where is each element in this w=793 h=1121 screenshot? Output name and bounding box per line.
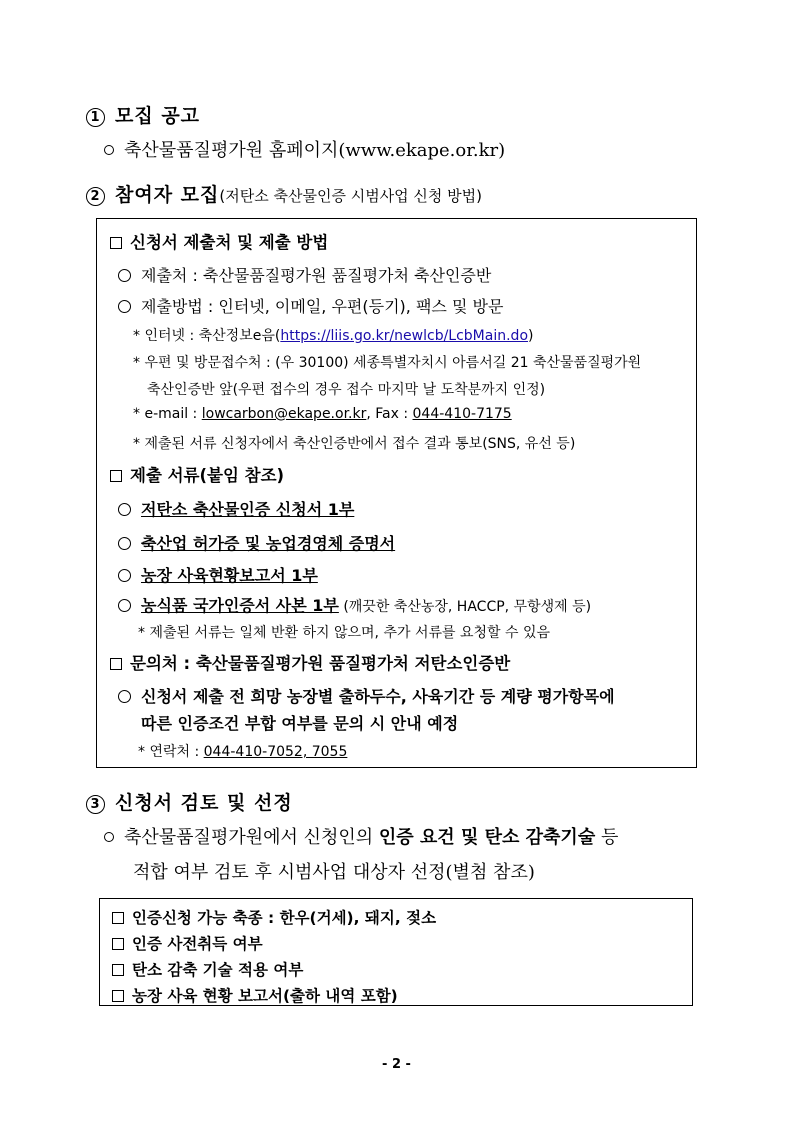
document-4-note: (깨끗한 축산농장, HACCP, 무항생제 등) [338, 599, 592, 615]
note-mail-line1: * 우편 및 방문접수처 : (우 30100) 세종특별자치시 아름서길 21 축산물품질평가원 [133, 355, 642, 371]
box-heading-documents-text: 제출 서류(붙임 참조) [130, 466, 285, 485]
bullet-circle-icon [118, 300, 131, 313]
checkbox-square-icon [112, 938, 124, 950]
inquiry-line2: 따른 인증조건 부합 여부를 문의 시 안내 예정 [141, 714, 459, 733]
document-2-text: 축산업 허가증 및 농업경영체 증명서 [141, 534, 396, 553]
section3-line1-a: 축산물품질평가원에서 신청인의 [124, 827, 379, 848]
criteria-2-text: 인증 사전취득 여부 [132, 935, 263, 953]
section3-heading [86, 788, 293, 815]
section1-heading [86, 101, 200, 128]
criteria-3-text: 탄소 감축 기술 적용 여부 [132, 961, 304, 979]
note-internet-suffix: ) [528, 328, 534, 344]
box-heading-submission-text: 신청서 제출처 및 제출 방법 [130, 233, 329, 252]
submission-method [118, 294, 503, 317]
box-heading-documents [110, 462, 284, 486]
section1-title: 모집 공고 [115, 105, 201, 127]
box-heading-submission [110, 229, 328, 253]
circled-number-3: 3 [86, 795, 105, 814]
section2-title: 참여자 모집 [115, 184, 220, 206]
section1-item [104, 136, 505, 162]
documents-note: * 제출된 서류는 일체 반환 하지 않으며, 추가 서류를 요청할 수 있음 [138, 625, 551, 641]
note-email-prefix: * e-mail : [133, 406, 202, 422]
document-3 [118, 563, 318, 586]
inquiry-line1 [118, 684, 615, 707]
inquiry-line1-text: 신청서 제출 전 희망 농장별 출하두수, 사육기간 등 계량 평가항목에 [141, 687, 615, 706]
document-2 [118, 531, 395, 554]
section3-title: 신청서 검토 및 선정 [115, 792, 293, 814]
criteria-3 [112, 958, 303, 980]
contact-line [138, 741, 347, 761]
liis-link[interactable]: https://liis.go.kr/newlcb/LcbMain.do [280, 328, 529, 344]
section2-heading [86, 180, 482, 207]
note-mail-line2: 축산인증반 앞(우편 접수의 경우 접수 마지막 날 도착분까지 인정) [147, 382, 546, 398]
bullet-circle-icon [104, 145, 114, 155]
criteria-4-text: 농장 사육 현황 보고서(출하 내역 포함) [132, 987, 398, 1005]
bullet-circle-icon [104, 832, 114, 842]
document-1 [118, 497, 354, 520]
document-1-text: 저탄소 축산물인증 신청서 1부 [141, 500, 355, 519]
section3-line1-c: 등 [595, 827, 619, 848]
section2-subtitle: (저탄소 축산물인증 시범사업 신청 방법) [219, 187, 483, 205]
bullet-circle-icon [118, 569, 131, 582]
contact-number: 044-410-7052, 7055 [203, 744, 348, 760]
bullet-circle-icon [118, 269, 131, 282]
box-heading-inquiry [110, 650, 510, 674]
bullet-circle-icon [118, 690, 131, 703]
criteria-2 [112, 932, 263, 954]
circled-number-1: 1 [86, 108, 105, 127]
checkbox-square-icon [112, 990, 124, 1002]
bullet-circle-icon [118, 537, 131, 550]
page-number: - 2 - [382, 1057, 411, 1072]
criteria-4 [112, 984, 398, 1006]
criteria-1-text: 인증신청 가능 축종 : 한우(거세), 돼지, 젖소 [132, 909, 437, 927]
circled-number-2: 2 [86, 187, 105, 206]
note-email-fax [133, 406, 512, 422]
bullet-circle-icon [118, 599, 131, 612]
bullet-circle-icon [118, 503, 131, 516]
section1-item-text: 축산물품질평가원 홈페이지(www.ekape.or.kr) [124, 140, 506, 161]
checkbox-square-icon [110, 237, 122, 249]
fax-number: 044-410-7175 [412, 406, 512, 422]
note-internet [133, 325, 533, 345]
section3-line1 [104, 823, 618, 849]
section3-line1-bold: 인증 요건 및 탄소 감축기술 [378, 827, 596, 848]
note-internet-prefix: * 인터넷 : 축산정보e음( [133, 328, 281, 344]
document-3-text: 농장 사육현황보고서 1부 [141, 566, 318, 585]
submission-place-text: 제출처 : 축산물품질평가원 품질평가처 축산인증반 [141, 266, 492, 285]
note-notification: * 제출된 서류 신청자에서 축산인증반에서 접수 결과 통보(SNS, 유선 등) [133, 436, 576, 452]
email-link[interactable]: lowcarbon@ekape.or.kr [201, 406, 367, 422]
checkbox-square-icon [110, 658, 122, 670]
section3-line2: 적합 여부 검토 후 시범사업 대상자 선정(별첨 참조) [133, 862, 535, 883]
checkbox-square-icon [112, 964, 124, 976]
submission-method-text: 제출방법 : 인터넷, 이메일, 우편(등기), 팩스 및 방문 [141, 297, 504, 316]
checkbox-square-icon [110, 470, 122, 482]
contact-prefix: * 연락처 : [138, 744, 204, 760]
document-4 [118, 593, 591, 616]
criteria-1 [112, 906, 436, 928]
submission-place [118, 263, 491, 286]
note-fax-prefix: , Fax : [366, 406, 413, 422]
document-4-text: 농식품 국가인증서 사본 1부 [141, 596, 339, 615]
checkbox-square-icon [112, 912, 124, 924]
box-heading-inquiry-text: 문의처 : 축산물품질평가원 품질평가처 저탄소인증반 [130, 654, 511, 673]
